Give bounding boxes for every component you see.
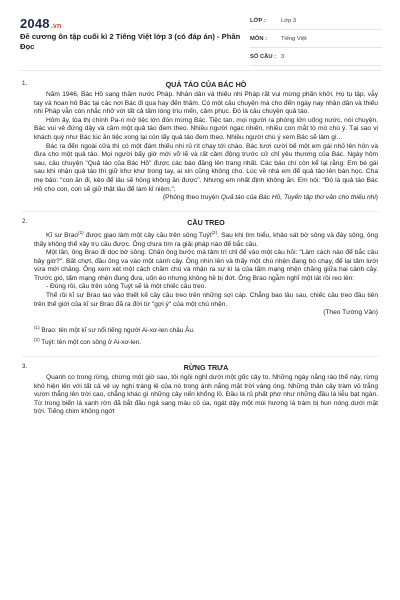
section-2	[0, 218, 400, 348]
site-logo[interactable]	[20, 16, 61, 31]
text-run: được giao làm một cây cầu trên sông Tuýt	[83, 231, 212, 239]
footnote-mark: (2)	[34, 337, 40, 343]
footnote	[34, 323, 378, 336]
source-prefix: (Phỏng theo truyện	[162, 194, 221, 202]
section-number: 2.	[22, 217, 28, 225]
document-header	[0, 0, 400, 62]
source-title: Quả táo của Bác Hồ, Tuyển tập thơ văn cho thiếu nhi	[220, 194, 376, 202]
source-citation: (Theo Tường Vân)	[323, 309, 378, 317]
paragraph	[34, 229, 378, 249]
meta-table	[250, 12, 382, 66]
meta-value: 3	[281, 53, 285, 60]
section-divider	[22, 211, 380, 212]
meta-value: Tiếng Việt	[281, 35, 307, 42]
logo-sub-text: .vn	[50, 23, 62, 30]
text-run: Kĩ sư Brao	[46, 231, 79, 239]
meta-label: SỐ CÂU :	[250, 53, 277, 60]
section-number: 1.	[22, 80, 28, 87]
section-divider	[22, 356, 380, 357]
paragraph: Hôm ấy, tòa thị chính Pa-ri mở tiệc lớn đón mừng Bác. Tiệc tan, mọi người ra phòng lớn uống nước, nói chuyện. Bác vui vẻ đứng dậy và cầm một quả táo đem theo. Nhiều người ngạc nhiên, nhiều con mắt tò mò chú ý. Tại sao vị khách quý như Bác lúc ăn tiệc xong lại còn lấy quả táo đem theo. Nhiều người chú ý xem Bác sẽ làm gì...	[34, 116, 378, 141]
paragraph: - Đúng rồi, cầu trên sông Tuýt sẽ là một chiếc cầu treo.	[46, 283, 207, 291]
meta-label: LỚP :	[250, 17, 266, 24]
source-citation	[34, 194, 378, 203]
footnote-text: Tuýt: tên một con sông ở Ai-xơ-len.	[39, 339, 142, 347]
footnote-ref: (1)	[78, 229, 84, 235]
footnote-mark: (1)	[34, 324, 40, 330]
footnote	[34, 335, 378, 348]
meta-row-count	[250, 48, 382, 66]
meta-value: Lớp 3	[281, 17, 297, 24]
footnote-text: Brao: tên một kĩ sư nổi tiếng người Ai-xơ-len châu Âu.	[39, 326, 195, 334]
document-title: Đề cương ôn tập cuối kì 2 Tiếng Việt lớp 3 (có đáp án) - Phần Đọc	[20, 32, 241, 51]
paragraph: Bác ra đến ngoài cửa thì có một đám thiếu nhi rủ rít chạy tới chào. Bác tươi cười bế một em gái nhỏ lên hôn và đưa cho một quả táo. Mọi người bấy giờ mới vỡ lẽ và rất cảm động trước cử chỉ yêu thương của Bác. Ngày hôm sau, câu chuyện "Quả táo của Bác Hồ" được các báo đăng lên trang nhất. Các báo chí còn kể lại rằng: Em bé gái sau khi nhận quả táo thì giữ khư khư trong tay, ai xin cũng không cho. Lúc về nhà em để quả táo lên bàn học. Cha mẹ bảo: "con ăn đi, kẻo để lâu sẽ hỏng không ăn được". Nhưng em nhất định không ăn. Em nói: "Đó là quả táo Bác Hồ cho con, con sẽ giữ thật lâu để làm kỉ niệm.".	[34, 142, 378, 193]
section-title: QUẢ TÁO CỦA BÁC HỒ	[165, 80, 247, 89]
section-1	[0, 80, 400, 203]
document-content	[0, 74, 400, 417]
section-title: CẦU TREO	[187, 217, 225, 227]
text-run: . Sau khi tìm hiểu, khảo sát bờ sông và đáy sông, ông thấy không thể xây trụ cầu được. Ông chưa tìm ra giải pháp nào để bắc cầu.	[34, 231, 378, 248]
meta-label: MÔN :	[250, 35, 268, 42]
meta-row-subject	[250, 30, 382, 48]
section-3	[0, 363, 400, 417]
paragraph: Quanh co trong rừng, chừng một giờ sau, tôi ngồi nghỉ dưới một gốc cây to. Những ngày nắng ráo thế này, rừng khô hiện lên với tất cả vẻ uy nghi tráng lệ của nó trong ánh nắng mặt trời vàng óng. Những thân cây tràm vỏ trắng vươn thẳng lên trời cao, chẳng khác gì những cây nến khổng lồ. Đầu lá rủ phất phơ như những đầu lá liễu bạt ngàn. Từ trong biển lá xanh rờn đã bắt đầu ngả sang màu cỏ úa, ngát dậy một mùi hương lá tràm bị hun nóng dưới mặt trời. Tiếng chim không ngớt	[34, 373, 378, 416]
section-number: 3.	[22, 362, 28, 370]
logo-main-text: 2048	[20, 16, 50, 31]
footnote-ref: (2)	[211, 229, 218, 235]
paragraph: Một lần, ông Brao đi dọc bờ sông. Chân ông bước mà tâm trí chỉ để vào một câu hỏi: "Làm cách nào để bắc cầu bây giờ?". Bất chợt, đầu ông va vào một cành cây. Ông nhìn lên và thấy một chú nhện đang bò chạy, để lại tấm lưới vừa mới chăng. Ông xem xét một cách chăm chú và nhận ra sự kì lạ của tấm mạng nhện chăng giữa hai cành cây. Trước gió, tấm mạng nhện đung đưa, uốn éo nhưng không hề bị đứt. Ông Brao ngẫm nghĩ một lát rồi reo lên:	[34, 249, 378, 282]
paragraph: Thế rồi kĩ sư Brao lao vào thiết kế cây cầu treo trên những sợi cáp. Chẳng bao lâu sau, chiếc cầu treo đầu tiên trên thế giới của kĩ sư Brao đã ra đời từ "gợi ý" của một chú nhện.	[34, 292, 378, 308]
section-title: RỪNG TRƯA	[183, 362, 229, 372]
meta-row-class	[250, 12, 382, 30]
paragraph: Năm 1946, Bác Hồ sang thăm nước Pháp. Nhân dân và thiếu nhi Pháp rất vui mừng phấn khởi. Họ tụ tập, vẫy tay và hoan hô Bác tại các nơi Bác đi qua hay đến thăm. Có một câu chuyện mà cho đến ngày nay nhân dân và thiếu nhi Pháp vẫn còn nhắc nhở với tất cả tấm lòng trìu mến, cảm phục. Đó là câu chuyện quả táo.	[34, 91, 378, 116]
header-divider	[20, 70, 382, 71]
source-suffix: )	[375, 194, 378, 202]
